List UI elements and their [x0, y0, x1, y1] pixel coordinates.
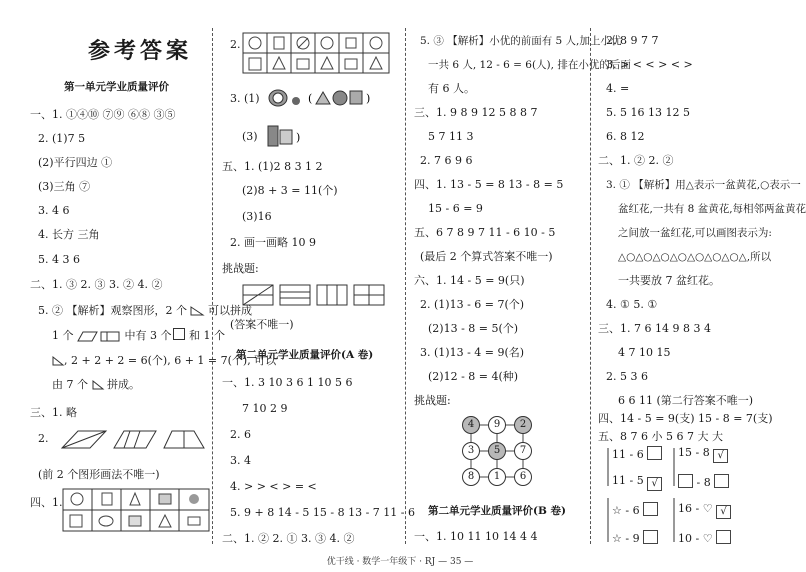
answer-line: 3. ① 【解析】用△表示一盆黄花,○表示一: [606, 179, 801, 191]
cylinder-figures: [268, 88, 388, 108]
answer-box: √: [713, 449, 728, 463]
answer-box: [643, 530, 658, 544]
column-divider: [212, 28, 213, 544]
grid-node: 5: [488, 442, 506, 460]
grid-node: 4: [462, 416, 480, 434]
cylinder-figures: [266, 124, 306, 148]
answer-text: , 2 + 2 + 2 = 6(个), 6 + 1 = 7(个), 可以: [64, 354, 277, 367]
answer-line: 五、8 7 6 小 5 6 7 大 大: [598, 430, 723, 443]
star-icon: ☆: [612, 504, 622, 517]
answer-line: 一、1. 10 11 10 14 4 4: [414, 530, 538, 543]
expression: 15 - 8: [678, 446, 710, 459]
expression: 10 -: [678, 532, 700, 545]
grid-node: 2: [514, 416, 532, 434]
answer-line: (最后 2 个算式答案不唯一): [420, 250, 553, 263]
column-2: [222, 28, 416, 550]
answer-line: 三、1. 9 8 9 12 5 8 8 7: [414, 106, 538, 119]
expression: - 8: [696, 476, 711, 489]
answer-line: 6. 8 12: [606, 130, 645, 143]
answer-line: [30, 496, 63, 510]
answer-line: 5. ③ 【解析】小优的前面有 5 人,加上小优: [420, 35, 622, 47]
answer-line: 5. 5 16 13 12 5: [606, 106, 690, 119]
answer-line: 2. 画一画略 10 9: [230, 236, 316, 249]
answer-text: 四、1.: [30, 496, 63, 509]
column-divider: [590, 28, 591, 544]
answer-line: 3. 4: [230, 454, 251, 467]
answer-line: 2. (1)13 - 6 = 7(个): [420, 298, 525, 311]
answer-line: 4 7 10 15: [618, 346, 671, 359]
answer-line: 四、14 - 5 = 9(支) 15 - 8 = 7(支): [598, 412, 773, 425]
answer-line: 二、1. ② 2. ① 3. ③ 4. ②: [222, 532, 355, 545]
answer-line: 6 6 11 (第二行答案不唯一): [618, 394, 754, 407]
answer-line: [230, 92, 260, 106]
answer-line: 五、1. (1)2 8 3 1 2: [222, 160, 323, 173]
answer-line: 5 7 11 3: [428, 130, 474, 143]
square-shape-icon: [173, 328, 185, 340]
answer-line: 4. ① 5. ①: [606, 298, 658, 311]
answer-line: 4. > > < > = <: [230, 480, 317, 493]
answer-line: 五、6 7 8 9 7 11 - 6 10 - 5: [414, 226, 556, 239]
svg-text:(: (: [308, 92, 313, 105]
expression: - 9: [625, 532, 640, 545]
answer-line: 4. 长方 三角: [38, 228, 100, 241]
compare-row: [612, 530, 658, 546]
answer-text: 中有 3 个: [124, 329, 172, 342]
compare-row: [612, 474, 662, 491]
answer-text: 可以拼成: [207, 304, 252, 317]
answer-line: 3. (1)13 - 4 = 9(名): [420, 346, 525, 359]
heart-icon: ♡: [702, 532, 713, 545]
answer-line: 2. 8 9 7 7: [606, 34, 659, 47]
answer-box: [643, 502, 658, 516]
answer-line: 5. 4 3 6: [38, 253, 80, 266]
answer-line: 一、1. 3 10 3 6 1 10 5 6: [222, 376, 353, 389]
answer-box: [647, 446, 662, 460]
heart-icon: ♡: [702, 502, 713, 515]
answer-line: (2)平行四边 ①: [38, 156, 113, 169]
answer-text: 由 7 个: [52, 378, 88, 391]
answer-line: 二、1. ③ 2. ③ 3. ② 4. ②: [30, 278, 163, 291]
compare-row: [678, 446, 728, 463]
solid-shapes-table: [62, 488, 212, 534]
answer-line: 15 - 6 = 9: [428, 202, 483, 215]
compare-row: [678, 474, 729, 490]
expression: - 6: [625, 504, 640, 517]
answer-line: 三、1. 7 6 14 9 8 3 4: [598, 322, 711, 335]
answer-line: (3)16: [242, 210, 272, 223]
answer-line: 一共 6 人, 12 - 6 = 6(人), 排在小优的后面: [428, 59, 631, 71]
column-divider: [405, 28, 406, 544]
answer-line: 之间放一盆红花,可以画图表示为:: [618, 227, 772, 239]
answer-line: 盆红花,一共有 8 盆黄花,每相邻两盆黄花: [618, 203, 806, 215]
answer-line: 2. 5 3 6: [606, 370, 648, 383]
answer-box: [716, 530, 731, 544]
svg-text:): ): [366, 92, 371, 105]
section-heading: 第二单元学业质量评价(A 卷): [236, 349, 374, 361]
answer-line: 2.: [230, 38, 241, 51]
expression: 16 -: [678, 502, 700, 515]
compare-row: [678, 502, 731, 519]
section-heading: 第二单元学业质量评价(B 卷): [428, 505, 566, 517]
grid-node: 7: [514, 442, 532, 460]
answer-line: 2. 7 6 9 6: [420, 154, 473, 167]
answer-line: 二、1. ② 2. ②: [598, 154, 674, 167]
answer-line: 三、1. 略: [30, 406, 77, 419]
answer-text: 1 个: [52, 329, 74, 342]
answer-line: (3)三角 ⑦: [38, 180, 91, 193]
answer-box: √: [716, 505, 731, 519]
answer-line: [52, 328, 225, 343]
compare-row: [612, 446, 662, 462]
svg-text:): ): [296, 131, 301, 144]
column-4: [598, 28, 806, 550]
answer-box: [714, 474, 729, 488]
answer-line: 3. > < < > < >: [606, 58, 693, 71]
parallelogram-shape-icon: [77, 331, 121, 342]
triangle-shape-icon: [92, 380, 104, 390]
answer-box: √: [647, 477, 662, 491]
grid-node: 9: [488, 416, 506, 434]
grid-node: 1: [488, 468, 506, 486]
answer-line: 2. 6: [230, 428, 251, 441]
page-title: 参考答案: [88, 38, 193, 64]
triangle-shape-icon: [52, 356, 64, 366]
grid-node: 6: [514, 468, 532, 486]
expression: 11 - 5: [612, 474, 644, 487]
answer-line: (2)13 - 8 = 5(个): [428, 322, 519, 335]
answer-line: 挑战题:: [414, 394, 451, 407]
answer-line: 有 6 人。: [428, 82, 475, 95]
answer-line: (2)8 + 3 = 11(个): [242, 184, 338, 197]
grid-node: 3: [462, 442, 480, 460]
answer-line: (前 2 个图形画法不唯一): [38, 468, 160, 481]
page-footer: 优干线 · 数学一年级下 · RJ — 35 —: [326, 557, 474, 567]
answer-text: 2.: [38, 432, 49, 445]
compare-row: [612, 502, 658, 518]
section-heading: 第一单元学业质量评价: [64, 81, 169, 93]
drawn-shapes-figure: [60, 428, 210, 450]
answer-line: 一、1. ①④⑩ ⑦⑨ ⑥⑧ ③⑤: [30, 108, 176, 121]
answer-line: 5. 9 + 8 14 - 5 15 - 8 13 - 7 11 - 6: [230, 506, 416, 519]
answer-line: 7 10 2 9: [242, 402, 288, 415]
triangle-shape-icon: [190, 306, 204, 316]
answer-line: 六、1. 14 - 5 = 9(只): [414, 274, 525, 287]
grid-node: 8: [462, 468, 480, 486]
answer-text: 3. (1): [230, 92, 260, 105]
answer-line: [242, 130, 258, 144]
answer-line: △○△○△○△○△○△○△○△,所以: [618, 251, 772, 263]
answer-text: 拼成。: [107, 378, 140, 391]
answer-line: [38, 432, 49, 446]
answer-text: (3): [242, 130, 258, 143]
compare-row: [678, 530, 731, 546]
answer-line: [38, 304, 252, 318]
answer-box: [678, 474, 693, 488]
challenge-squares-figure: [242, 284, 392, 306]
answer-line: 4. =: [606, 82, 630, 95]
answer-line: 3. 4 6: [38, 204, 70, 217]
answer-line: 2. (1)7 5: [38, 132, 86, 145]
star-icon: ☆: [612, 532, 622, 545]
answer-line: 挑战题:: [222, 262, 259, 275]
answer-line: (2)12 - 8 = 4(种): [428, 370, 519, 383]
answer-line: 四、1. 13 - 5 = 8 13 - 8 = 5: [414, 178, 564, 191]
answer-line: 一共要放 7 盆红花。: [618, 274, 720, 287]
shape-sorting-table: [242, 32, 392, 76]
expression: 11 - 6: [612, 448, 644, 461]
answer-text: 5. ② 【解析】观察图形，2 个: [38, 304, 187, 317]
number-grid-puzzle: [462, 416, 532, 486]
answer-line: (答案不唯一): [230, 318, 294, 331]
answer-text: 和 1 个: [189, 329, 225, 342]
answer-line: [52, 378, 140, 392]
